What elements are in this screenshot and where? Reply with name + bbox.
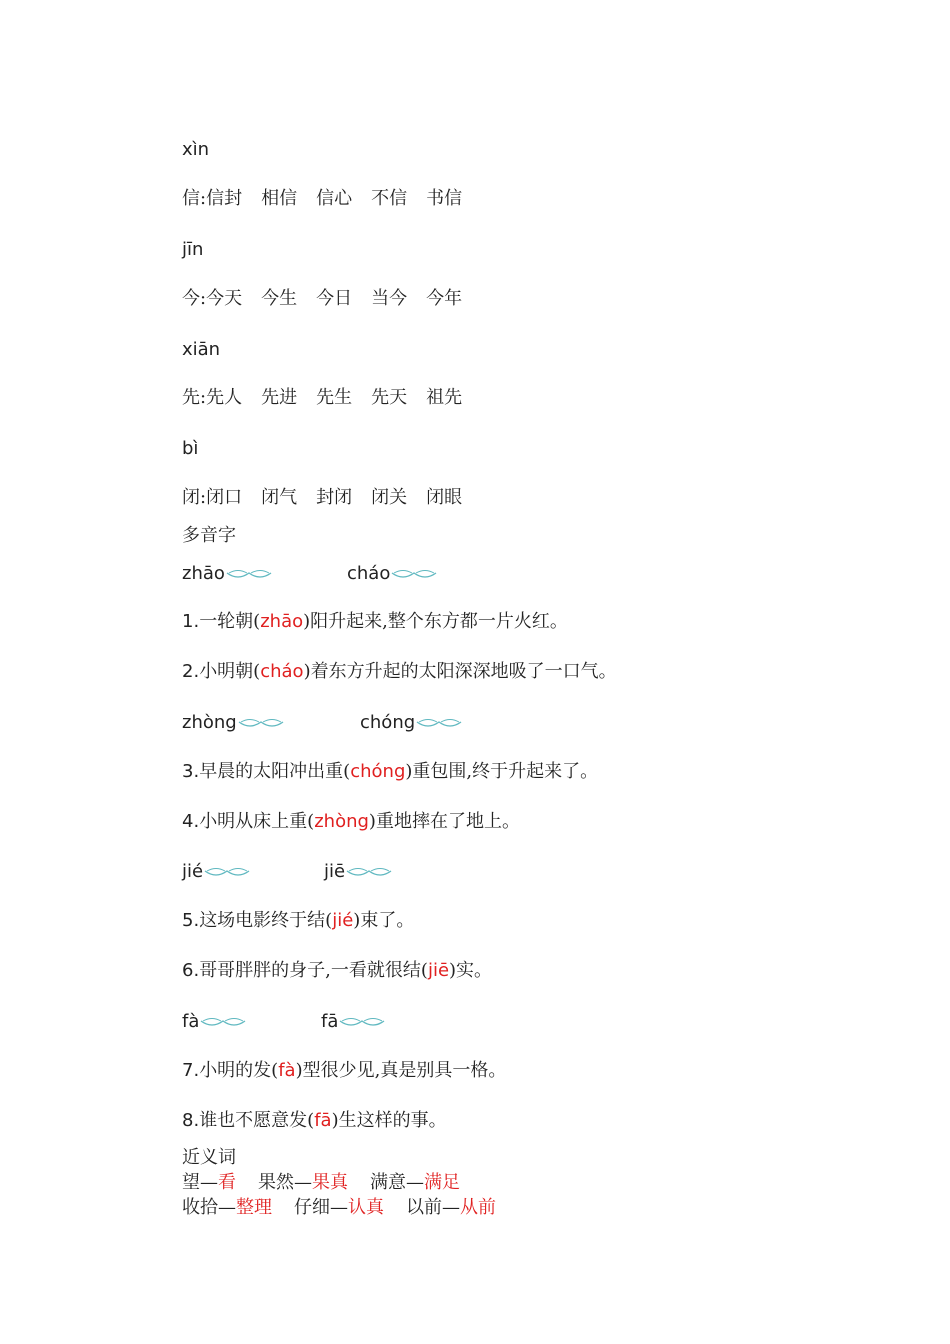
synonym-pair [294, 1196, 384, 1220]
synonym-pair [182, 1171, 236, 1195]
sentence-text: 小明从床上重( [199, 811, 315, 832]
word-group-row: 闭:闭口 闭气 封闭 闭关 闭眼 [182, 487, 463, 508]
word-item: 闭气 [261, 487, 298, 508]
answer-pinyin: fā [314, 1110, 332, 1131]
word-group-row: 今:今天 今生 今日 当今 今年 [182, 288, 463, 309]
word-item: 今生 [261, 288, 298, 309]
sentence-number: 2. [182, 661, 200, 682]
sentence-number: 7. [182, 1060, 200, 1081]
answer-pinyin: cháo [260, 661, 304, 682]
reading-text: zhòng [182, 712, 237, 733]
synonym-pair [182, 1196, 272, 1220]
word-item: 封闭 [316, 487, 353, 508]
pinyin-label [182, 238, 203, 262]
reading-option [347, 562, 437, 586]
reading-option [324, 860, 392, 884]
synonym-word: 满意 [370, 1172, 406, 1193]
sentence [182, 1109, 447, 1133]
reading-pair-row [182, 711, 882, 735]
word-item: 今天 [206, 288, 243, 309]
head-char: 闭 [182, 487, 200, 508]
reading-text: chóng [360, 712, 416, 733]
answer-pinyin: zhāo [260, 611, 304, 632]
synonym-dash: — [406, 1172, 424, 1193]
word-item: 先进 [261, 387, 298, 408]
sentence-text: 一轮朝( [199, 611, 261, 632]
brace-icon [416, 716, 462, 730]
brace-icon [391, 567, 437, 581]
sentence [182, 610, 568, 634]
answer-pinyin: chóng [350, 761, 406, 782]
reading-option [360, 711, 462, 735]
synonym-dash: — [200, 1172, 218, 1193]
synonym-dash: — [294, 1172, 312, 1193]
word-item: 先天 [371, 387, 408, 408]
answer-pinyin: jié [332, 910, 354, 931]
sentence-number: 8. [182, 1110, 200, 1131]
reading-text: fà [182, 1011, 200, 1032]
synonym-answer: 从前 [460, 1197, 496, 1218]
word-item: 先人 [206, 387, 243, 408]
sentence-number: 1. [182, 611, 200, 632]
synonym-answer: 果真 [312, 1172, 348, 1193]
sentence-text: 哥哥胖胖的身子,一看就很结( [199, 960, 428, 981]
word-group-row: 信:信封 相信 信心 不信 书信 [182, 188, 463, 209]
synonym-word: 望 [182, 1172, 200, 1193]
sentence-number: 5. [182, 910, 200, 931]
reading-option [321, 1010, 385, 1034]
brace-icon [200, 1015, 246, 1029]
sentence-text: )生这样的事。 [331, 1110, 447, 1131]
synonym-pair [258, 1171, 348, 1195]
sentence [182, 1059, 506, 1083]
word-item: 今年 [426, 288, 463, 309]
section-title: 近义词 [182, 1147, 236, 1168]
brace-icon [238, 716, 284, 730]
sentence [182, 660, 617, 684]
synonym-answer: 看 [218, 1172, 236, 1193]
sentence-number: 6. [182, 960, 200, 981]
sentence-text: )束了。 [353, 910, 415, 931]
reading-text: zhāo [182, 563, 225, 584]
pinyin-text: xìn [182, 139, 210, 160]
sentence [182, 810, 520, 834]
pinyin-text: xiān [182, 339, 221, 360]
word-group-row: 先:先人 先进 先生 先天 祖先 [182, 387, 463, 408]
head-char: 先 [182, 387, 200, 408]
pinyin-text: bì [182, 438, 199, 459]
sentence [182, 959, 492, 983]
reading-pair-row [182, 860, 882, 884]
synonym-answer: 满足 [424, 1172, 460, 1193]
synonym-word: 收拾 [182, 1197, 218, 1218]
word-item: 信心 [316, 188, 353, 209]
head-char: 今 [182, 288, 200, 309]
word-item: 闭眼 [426, 487, 463, 508]
reading-option [182, 562, 272, 586]
sentence-text: )重地摔在了地上。 [368, 811, 520, 832]
synonym-dash: — [330, 1197, 348, 1218]
synonym-answer: 整理 [236, 1197, 272, 1218]
synonym-word: 以前 [406, 1197, 442, 1218]
synonym-dash: — [218, 1197, 236, 1218]
word-item: 祖先 [426, 387, 463, 408]
word-item: 先生 [316, 387, 353, 408]
sentence-text: 谁也不愿意发( [199, 1110, 315, 1131]
synonym-pair [406, 1196, 496, 1220]
brace-icon [339, 1015, 385, 1029]
reading-option [182, 1010, 246, 1034]
sentence-text: )着东方升起的太阳深深地吸了一口气。 [303, 661, 617, 682]
pinyin-label [182, 138, 209, 162]
sentence-text: )实。 [449, 960, 493, 981]
word-item: 相信 [261, 188, 298, 209]
reading-text: jié [182, 861, 204, 882]
sentence-number: 3. [182, 761, 200, 782]
sentence [182, 909, 414, 933]
reading-option [182, 711, 284, 735]
brace-icon [346, 865, 392, 879]
sentence-text: )重包围,终于升起来了。 [405, 761, 599, 782]
pinyin-label [182, 338, 220, 362]
word-item: 今日 [316, 288, 353, 309]
sentence-text: 早晨的太阳冲出重( [199, 761, 351, 782]
synonym-word: 仔细 [294, 1197, 330, 1218]
pinyin-label [182, 437, 198, 461]
reading-option [182, 860, 250, 884]
word-item: 闭关 [371, 487, 408, 508]
pinyin-text: jīn [182, 239, 204, 260]
word-item: 不信 [371, 188, 408, 209]
section-title: 多音字 [182, 525, 236, 546]
head-char: 信 [182, 188, 200, 209]
reading-pair-row [182, 1010, 882, 1034]
brace-icon [226, 567, 272, 581]
answer-pinyin: fà [278, 1060, 296, 1081]
sentence-text: 小明的发( [199, 1060, 279, 1081]
synonym-row [182, 1171, 482, 1195]
reading-pair-row [182, 562, 882, 586]
word-item: 当今 [371, 288, 408, 309]
synonym-word: 果然 [258, 1172, 294, 1193]
synonym-dash: — [442, 1197, 460, 1218]
reading-text: cháo [347, 563, 391, 584]
reading-text: jiē [324, 861, 346, 882]
word-item: 信封 [206, 188, 243, 209]
word-item: 书信 [426, 188, 463, 209]
brace-icon [204, 865, 250, 879]
reading-text: fā [321, 1011, 339, 1032]
word-item: 闭口 [206, 487, 243, 508]
sentence-text: 这场电影终于结( [199, 910, 333, 931]
sentence-text: )型很少见,真是别具一格。 [295, 1060, 507, 1081]
synonym-pair [370, 1171, 460, 1195]
answer-pinyin: jiē [427, 960, 450, 981]
sentence [182, 760, 598, 784]
sentence-text: 小明朝( [199, 661, 261, 682]
sentence-text: )阳升起来,整个东方都一片火红。 [303, 611, 568, 632]
answer-pinyin: zhòng [314, 811, 369, 832]
synonym-row [182, 1196, 518, 1220]
synonym-answer: 认真 [348, 1197, 384, 1218]
sentence-number: 4. [182, 811, 200, 832]
